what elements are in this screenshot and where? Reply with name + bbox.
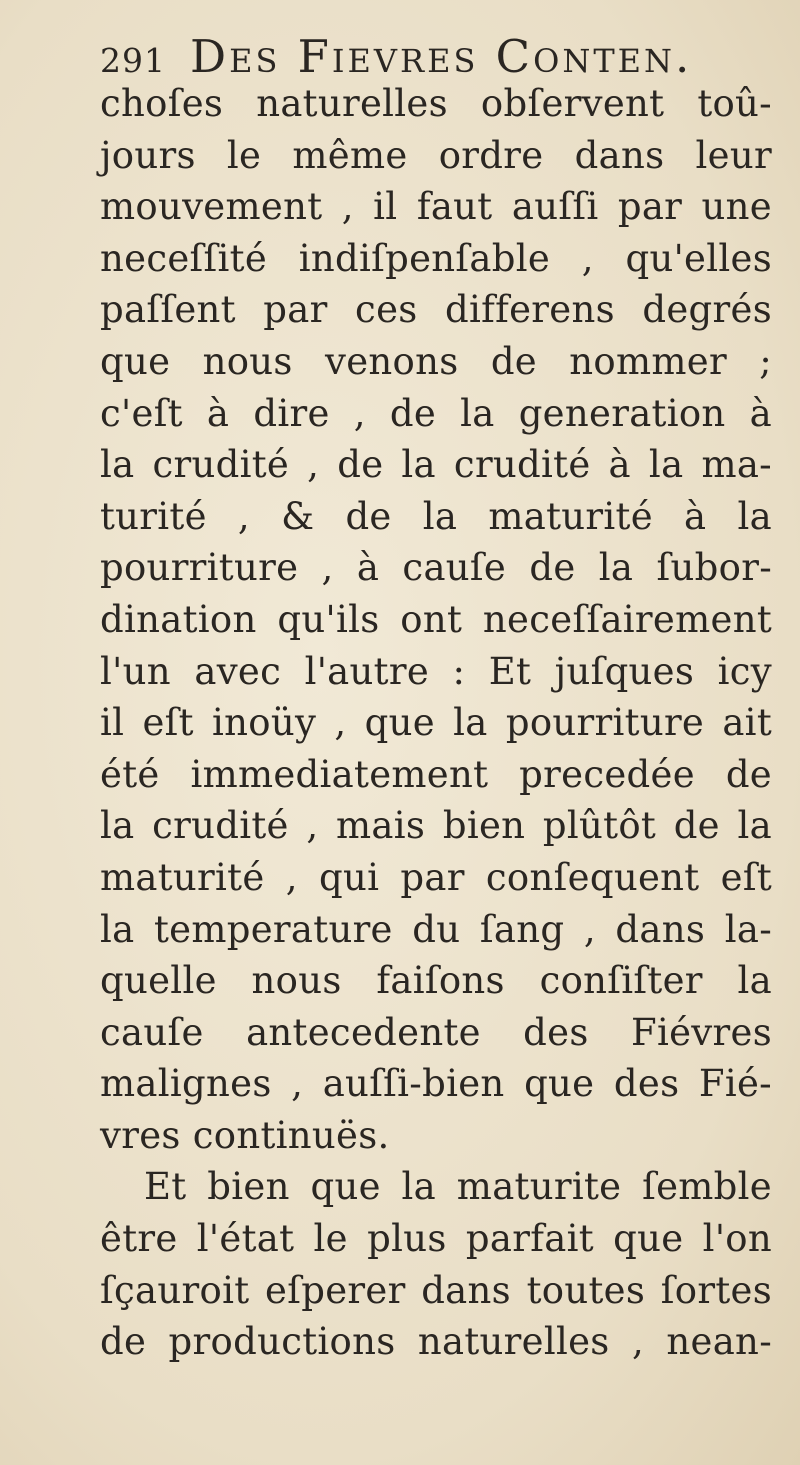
- text-line: Et bien que la maturite ſemble: [144, 1165, 772, 1209]
- text-line: que nous venons de nommer ;: [100, 339, 772, 383]
- text-line: de productions naturelles , nean-: [100, 1320, 772, 1364]
- text-line: c'eſt à dire , de la generation à: [100, 391, 772, 435]
- text-line: dination qu'ils ont neceſſairement: [100, 597, 772, 641]
- running-title: Des Fievres Conten.: [190, 30, 693, 83]
- text-line: quelle nous faiſons conſiſter la: [100, 959, 772, 1003]
- text-line: paſſent par ces differens degrés: [100, 288, 772, 332]
- text-line: choſes naturelles obſervent toû-: [100, 82, 772, 125]
- text-line: être l'état le plus parfait que l'on: [100, 1217, 772, 1261]
- text-line: l'un avec l'autre : Et juſques icy: [100, 649, 772, 693]
- text-line: pourriture , à cauſe de la ſubor-: [100, 546, 772, 590]
- text-line: maturité , qui par conſequent eſt: [100, 855, 772, 899]
- text-line: la crudité , de la crudité à la ma-: [100, 443, 772, 487]
- text-line: ſçauroit eſperer dans toutes ſortes: [100, 1268, 772, 1312]
- text-line: la temperature du ſang , dans la-: [100, 907, 772, 951]
- page-number: 291: [100, 41, 166, 80]
- text-line: mouvement , il faut auſſi par une: [100, 185, 772, 229]
- paragraph: [100, 1161, 772, 1367]
- text-line: neceſſité indiſpenſable , qu'elles: [100, 236, 772, 280]
- text-line: jours le même ordre dans leur: [100, 133, 772, 177]
- text-line: été immediatement precedée de: [100, 752, 772, 796]
- text-line: la crudité , mais bien plûtôt de la: [100, 804, 772, 848]
- text-line: il eſt inoüy , que la pourriture ait: [100, 701, 772, 745]
- text-line: turité , & de la maturité à la: [100, 494, 772, 538]
- paragraph: [100, 78, 772, 1161]
- body-text: [100, 78, 772, 1368]
- text-line: malignes , auſſi-bien que des Fié-: [100, 1062, 772, 1106]
- text-line: cauſe antecedente des Fiévres: [100, 1010, 772, 1054]
- text-line: vres continuës.: [100, 1113, 390, 1157]
